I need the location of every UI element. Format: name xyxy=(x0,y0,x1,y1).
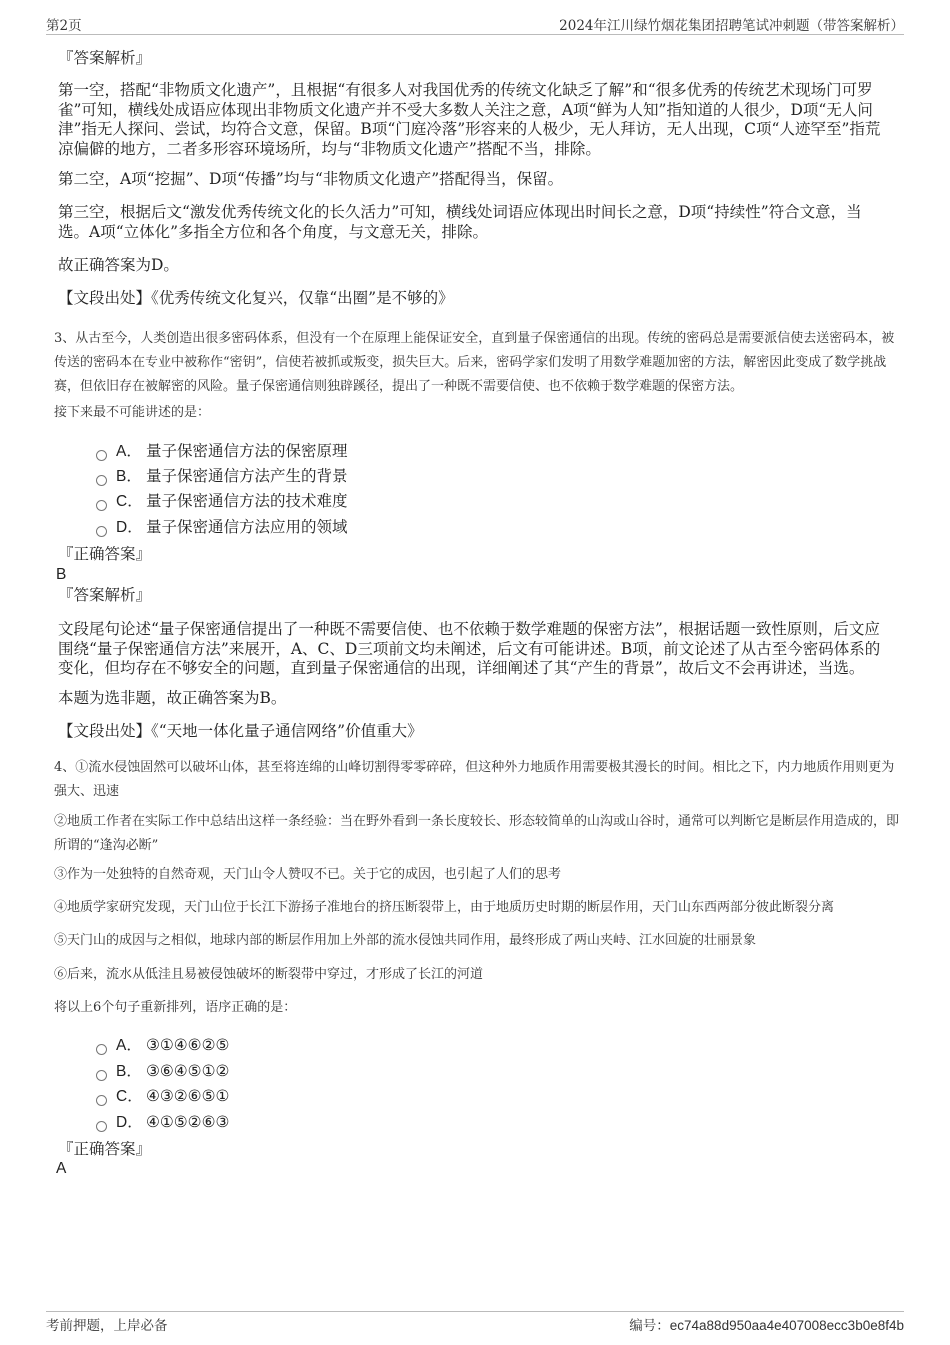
correct-answer-label: 『正确答案』 xyxy=(58,545,152,563)
answer-conclusion: 故正确答案为D。 xyxy=(58,256,179,274)
page-footer xyxy=(46,1311,904,1334)
radio-icon[interactable] xyxy=(96,450,107,461)
sentence-3: ③作为一处独特的自然奇观，天门山令人赞叹不已。关于它的成因，也引起了人们的思考 xyxy=(54,867,562,882)
document-code: 编号：ec74a88d950aa4e407008ecc3b0e8f4b xyxy=(629,1318,904,1334)
passage-source: 【文段出处】《优秀传统文化复兴，仅靠“出圈”是不够的》 xyxy=(58,289,454,307)
radio-icon[interactable] xyxy=(96,475,107,486)
option-c[interactable]: C． ④③②⑥⑤① xyxy=(96,1086,229,1107)
correct-answer-label: 『正确答案』 xyxy=(58,1140,152,1158)
sentence-5: ⑤天门山的成因与之相似，地球内部的断层作用加上外部的流水侵蚀共同作用，最终形成了两山夹峙、江水回旋的壮丽景象 xyxy=(54,933,757,948)
analysis-paragraph: 文段尾句论述“量子保密通信提出了一种既不需要信使、也不依赖于数学难题的保密方法”，根据话题一致性原则，后文应围绕“量子保密通信方法”来展开，A、C、D三项前文均未阐述，后文有可能讲述。B项，前文论述了从古至今密码体系的变化，但均存在不够安全的问题，直到量子保密通信的出现，详细阐述了其“产生的背景”，故后文不会再讲述，当选。 xyxy=(58,620,881,677)
option-b[interactable]: B． ③⑥④⑤①② xyxy=(96,1061,229,1082)
analysis-paragraph: 第二空，A项“挖掘”、D项“传播”均与“非物质文化遗产”搭配得当，保留。 xyxy=(58,170,564,188)
analysis-label: 『答案解析』 xyxy=(58,49,152,67)
sentence-6: ⑥后来，流水从低洼且易被侵蚀破坏的断裂带中穿过，才形成了长江的河道 xyxy=(54,967,484,982)
page-number: 第2页 xyxy=(46,18,82,34)
radio-icon[interactable] xyxy=(96,500,107,511)
radio-icon[interactable] xyxy=(96,526,107,537)
analysis-paragraph: 第三空，根据后文“激发优秀传统文化的长久活力”可知，横线处词语应体现出时间长之意，D项“持续性”符合文意，当选。A项“立体化”多指全方位和各个角度，与文意无关，排除。 xyxy=(58,203,862,241)
correct-answer: A xyxy=(56,1160,67,1177)
sentence-1: 4、①流水侵蚀固然可以破坏山体，甚至将连绵的山峰切割得零零碎碎，但这种外力地质作用需要极其漫长的时间。相比之下，内力地质作用则更为强大、迅速 xyxy=(54,760,895,799)
page-header xyxy=(46,12,904,35)
option-a[interactable]: A． ③①④⑥②⑤ xyxy=(96,1035,229,1056)
option-a[interactable]: A． 量子保密通信方法的保密原理 xyxy=(96,441,348,462)
option-d[interactable]: D． 量子保密通信方法应用的领域 xyxy=(96,517,348,538)
analysis-label: 『答案解析』 xyxy=(58,586,152,604)
sentence-4: ④地质学家研究发现，天门山位于长江下游扬子准地台的挤压断裂带上，由于地质历史时期的断层作用，天门山东西两部分彼此断裂分离 xyxy=(54,900,835,915)
radio-icon[interactable] xyxy=(96,1070,107,1081)
passage-source: 【文段出处】《“天地一体化量子通信网络”价值重大》 xyxy=(58,722,423,740)
analysis-paragraph: 第一空，搭配“非物质文化遗产”，且根据“有很多人对我国优秀的传统文化缺乏了解”和“很多优秀的传统艺术现场门可罗雀”可知，横线处成语应体现出非物质文化遗产并不受大多数人关注之意，A项“鲜为人知”指知道的人很少，D项“无人问津”指无人探问、尝试，均符合文意，保留。B项“门庭冷落”形容来的人极少，无人拜访，无人出现，C项“人迹罕至”指荒凉偏僻的地方，二者多形容环境场所，均与“非物质文化遗产”搭配不当，排除。 xyxy=(58,81,881,158)
footer-motto: 考前押题，上岸必备 xyxy=(46,1318,168,1334)
sentence-2: ②地质工作者在实际工作中总结出这样一条经验：当在野外看到一条长度较长、形态较简单的山沟或山谷时，通常可以判断它是断层作用造成的，即所谓的“逢沟必断” xyxy=(54,814,900,853)
correct-answer: B xyxy=(56,566,67,583)
radio-icon[interactable] xyxy=(96,1121,107,1132)
answer-conclusion: 本题为选非题，故正确答案为B。 xyxy=(58,689,287,707)
option-d[interactable]: D． ④①⑤②⑥③ xyxy=(96,1112,229,1133)
document-title: 2024年江川绿竹烟花集团招聘笔试冲刺题（带答案解析） xyxy=(559,18,904,34)
question-stem: 3、从古至今，人类创造出很多密码体系，但没有一个在原理上能保证安全，直到量子保密通信的出现。传统的密码总是需要派信使去送密码本，被传送的密码本在专业中被称作“密钥”，信使若被抓或叛变，损失巨大。后来，密码学家们发明了用数学难题加密的方法，解密因此变成了数学挑战赛，但依旧存在被解密的风险。量子保密通信则独辟蹊径，提出了一种既不需要信使、也不依赖于数学难题的保密方法。 xyxy=(54,331,895,394)
radio-icon[interactable] xyxy=(96,1095,107,1106)
option-b[interactable]: B． 量子保密通信方法产生的背景 xyxy=(96,466,348,487)
question-prompt: 接下来最不可能讲述的是： xyxy=(54,405,211,420)
radio-icon[interactable] xyxy=(96,1044,107,1055)
question-prompt: 将以上6个句子重新排列，语序正确的是： xyxy=(54,1000,297,1015)
option-c[interactable]: C． 量子保密通信方法的技术难度 xyxy=(96,491,348,512)
